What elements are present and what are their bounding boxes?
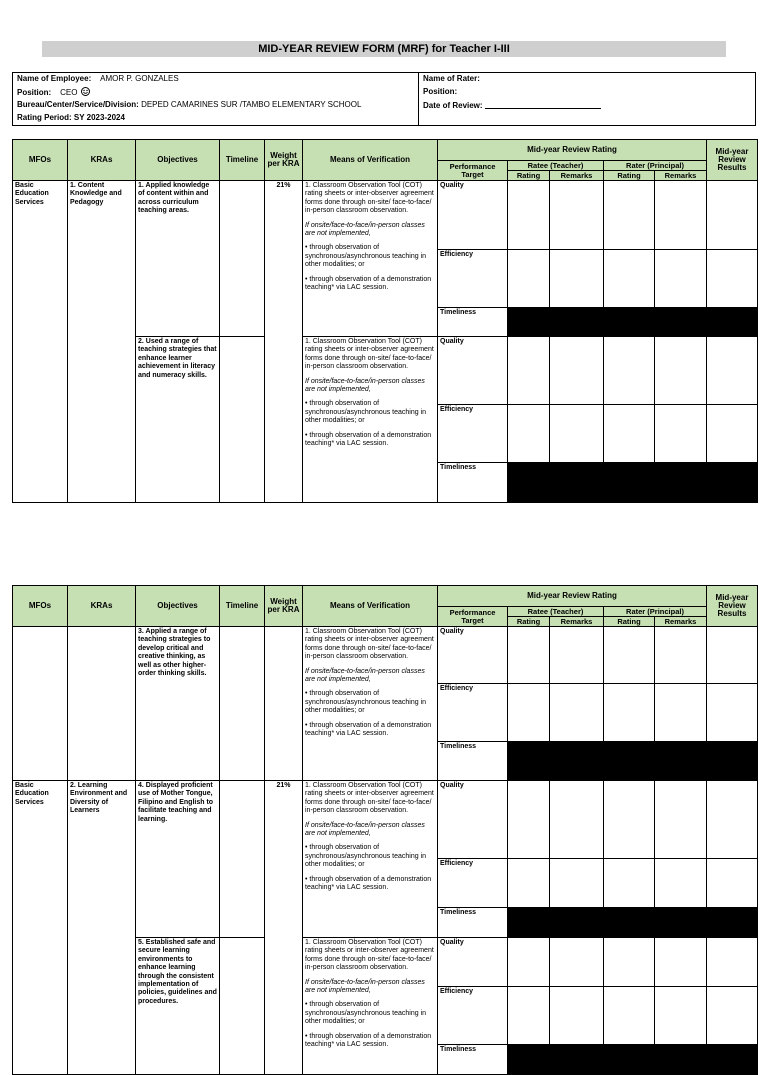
target-quality: Quality [438,781,508,859]
objective-cell: 2. Used a range of teaching strategies that enhance learner achievement in literacy and numeracy skills. [136,337,220,503]
mov-line: 1. Classroom Observation Tool (COT) rating sheets or inter-observer agreement forms done through on-site/ face-to-face/ in-person classroom observation. [305,338,434,371]
rating-period-value: SY 2023-2024 [73,113,125,122]
mov-line: If onsite/face-to-face/in-person classes are not implemented, [305,221,425,238]
target-quality: Quality [438,938,508,987]
mov-line: • through observation of a demonstration teaching* via LAC session. [305,431,432,448]
rater-remarks-cell[interactable] [655,337,707,405]
timeline-cell[interactable] [220,938,265,1075]
ratee-rating-header: Rating [508,171,550,181]
mov-cell [303,181,438,337]
mov-cell [303,781,438,938]
review-table-2 [12,585,758,1075]
bureau-row [17,100,361,109]
ratee-remarks-cell[interactable] [550,337,604,405]
ratee-rating-cell[interactable] [508,859,550,908]
info-divider [418,73,419,125]
target-efficiency: Efficiency [438,987,508,1045]
mov-line: • through observation of synchronous/asynchronous teaching in other modalities; or [305,844,427,869]
timeline-cell[interactable] [220,781,265,938]
timeliness-shaded-cell [508,908,758,938]
target-quality: Quality [438,181,508,250]
results-cell[interactable] [707,684,758,742]
ratee-rating-cell[interactable] [508,938,550,987]
ratee-rating-cell[interactable] [508,627,550,684]
employee-value: AMOR P. GONZALES [100,74,179,83]
mov-line: If onsite/face-to-face/in-person classes are not implemented, [305,667,425,684]
ratee-remarks-cell[interactable] [550,684,604,742]
objective-cell: 5. Established safe and secure learning environments to enhance learning through the consistent implementation of policies, guidelines and procedures. [136,938,220,1075]
mov-line: • through observation of a demonstration teaching* via LAC session. [305,721,432,738]
rater-rating-cell[interactable] [604,781,655,859]
mfo-cell [13,627,68,781]
target-efficiency: Efficiency [438,405,508,463]
target-quality: Quality [438,337,508,405]
mov-line: If onsite/face-to-face/in-person classes are not implemented, [305,377,425,394]
ratee-remarks-cell[interactable] [550,250,604,308]
rater-rating-header: Rating [604,171,655,181]
ratee-remarks-cell[interactable] [550,938,604,987]
mov-line: • through observation of a demonstration teaching* via LAC session. [305,1032,432,1049]
timeliness-shaded-cell [508,742,758,781]
mov-line: If onsite/face-to-face/in-person classes are not implemented, [305,978,425,995]
rater-header: Rater (Principal) [604,607,707,617]
target-timeliness: Timeliness [438,1045,508,1075]
weight-header: Weight per KRA [265,140,303,181]
ratee-remarks-header: Remarks [550,617,604,627]
mfo-cell: Basic Education Services [13,781,68,1075]
rater-remarks-cell[interactable] [655,684,707,742]
mfo-cell: Basic Education Services [13,181,68,503]
mid-year-results-header: Mid-year Review Results [707,586,758,627]
rater-header: Rater (Principal) [604,161,707,171]
mov-line: • through observation of a demonstration teaching* via LAC session. [305,275,432,292]
position-value: CEO [60,88,78,97]
rater-rating-cell[interactable] [604,250,655,308]
review-date-label: Date of Review: [423,101,483,110]
mid-year-rating-header: Mid-year Review Rating [438,586,707,607]
ratee-remarks-cell[interactable] [550,859,604,908]
mov-line: • through observation of synchronous/asynchronous teaching in other modalities; or [305,1001,427,1026]
rater-rating-cell[interactable] [604,337,655,405]
kras-header: KRAs [68,140,136,181]
mov-line: • through observation of synchronous/asynchronous teaching in other modalities; or [305,400,427,425]
rater-name-label: Name of Rater: [423,74,480,83]
kra-cell: 2. Learning Environment and Diversity of Learners [68,781,136,1075]
mid-year-rating-header: Mid-year Review Rating [438,140,707,161]
timeline-cell[interactable] [220,181,265,337]
rater-rating-cell[interactable] [604,684,655,742]
objectives-header: Objectives [136,140,220,181]
target-efficiency: Efficiency [438,684,508,742]
ratee-remarks-cell[interactable] [550,987,604,1045]
ratee-remarks-cell[interactable] [550,181,604,250]
rater-rating-cell[interactable] [604,627,655,684]
rater-remarks-header: Remarks [655,617,707,627]
bureau-value: DEPED CAMARINES SUR /TAMBO ELEMENTARY SCHOOL [141,100,362,109]
mov-line: • through observation of a demonstration teaching* via LAC session. [305,875,432,892]
position-row [17,87,91,97]
mov-line: If onsite/face-to-face/in-person classes are not implemented, [305,821,425,838]
ratee-rating-cell[interactable] [508,405,550,463]
rating-period-row [17,113,125,122]
ratee-rating-header: Rating [508,617,550,627]
review-date-row [423,100,601,110]
mid-year-results-header: Mid-year Review Results [707,140,758,181]
target-timeliness: Timeliness [438,308,508,337]
ratee-remarks-cell[interactable] [550,781,604,859]
employee-info-box [12,72,756,126]
smiley-icon [80,87,91,96]
mov-line: 1. Classroom Observation Tool (COT) rating sheets or inter-observer agreement forms done through on-site/ face-to-face/ in-person classroom observation. [305,182,434,215]
rater-remarks-header: Remarks [655,171,707,181]
rater-remarks-cell[interactable] [655,987,707,1045]
review-table-1 [12,139,758,503]
rater-remarks-cell[interactable] [655,781,707,859]
form-title: MID-YEAR REVIEW FORM (MRF) for Teacher I-III [42,41,726,57]
target-timeliness: Timeliness [438,742,508,781]
performance-target-header: Performance Target [438,161,508,181]
ratee-rating-cell[interactable] [508,250,550,308]
rater-remarks-cell[interactable] [655,627,707,684]
ratee-rating-cell[interactable] [508,337,550,405]
rater-rating-cell[interactable] [604,181,655,250]
rating-period-label: Rating Period: [17,113,72,122]
target-timeliness: Timeliness [438,908,508,938]
results-cell[interactable] [707,405,758,463]
objective-cell: 3. Applied a range of teaching strategies to develop critical and creative thinking, as well as other higher-order thinking skills. [136,627,220,781]
target-efficiency: Efficiency [438,859,508,908]
rater-rating-cell[interactable] [604,859,655,908]
bureau-label: Bureau/Center/Service/Division: [17,100,139,109]
target-timeliness: Timeliness [438,463,508,503]
weight-header: Weight per KRA [265,586,303,627]
results-cell[interactable] [707,250,758,308]
timeline-header: Timeline [220,140,265,181]
timeliness-shaded-cell [508,463,758,503]
mov-line: 1. Classroom Observation Tool (COT) rating sheets or inter-observer agreement forms done through on-site/ face-to-face/ in-person classroom observation. [305,939,434,972]
mfos-header: MFOs [13,586,68,627]
rater-rating-cell[interactable] [604,987,655,1045]
ratee-rating-cell[interactable] [508,781,550,859]
mov-header: Means of Verification [303,586,438,627]
kra-cell: 1. Content Knowledge and Pedagogy [68,181,136,503]
ratee-rating-cell[interactable] [508,684,550,742]
rater-rating-cell[interactable] [604,938,655,987]
ratee-remarks-header: Remarks [550,171,604,181]
weight-cell: 21% [265,781,303,1075]
objective-cell: 1. Applied knowledge of content within and across curriculum teaching areas. [136,181,220,337]
mov-line: • through observation of synchronous/asynchronous teaching in other modalities; or [305,690,427,715]
kra-cell [68,627,136,781]
rater-position-label: Position: [423,87,458,96]
ratee-rating-cell[interactable] [508,181,550,250]
timeliness-shaded-cell [508,308,758,337]
weight-cell [265,627,303,781]
rater-rating-cell[interactable] [604,405,655,463]
rater-remarks-cell[interactable] [655,181,707,250]
results-cell[interactable] [707,781,758,859]
results-cell[interactable] [707,181,758,250]
rater-remarks-cell[interactable] [655,859,707,908]
results-cell[interactable] [707,938,758,987]
target-efficiency: Efficiency [438,250,508,308]
results-cell[interactable] [707,859,758,908]
mov-cell [303,337,438,503]
ratee-rating-cell[interactable] [508,987,550,1045]
objective-cell: 4. Displayed proficient use of Mother Tongue, Filipino and English to facilitate teaching and learning. [136,781,220,938]
kras-header: KRAs [68,586,136,627]
mov-line: 1. Classroom Observation Tool (COT) rating sheets or inter-observer agreement forms done through on-site/ face-to-face/ in-person classroom observation. [305,628,434,661]
results-cell[interactable] [707,987,758,1045]
employee-label: Name of Employee: [17,74,92,83]
ratee-header: Ratee (Teacher) [508,607,604,617]
position-label: Position: [17,88,52,97]
review-date-blank [485,100,601,109]
mov-header: Means of Verification [303,140,438,181]
mov-cell [303,938,438,1075]
objectives-header: Objectives [136,586,220,627]
mov-line: • through observation of synchronous/asynchronous teaching in other modalities; or [305,244,427,269]
results-cell[interactable] [707,337,758,405]
timeline-cell[interactable] [220,337,265,503]
employee-name-row [17,74,179,83]
performance-target-header: Performance Target [438,607,508,627]
rater-rating-header: Rating [604,617,655,627]
timeliness-shaded-cell [508,1045,758,1075]
timeline-cell[interactable] [220,627,265,781]
results-cell[interactable] [707,627,758,684]
ratee-remarks-cell[interactable] [550,405,604,463]
ratee-header: Ratee (Teacher) [508,161,604,171]
timeline-header: Timeline [220,586,265,627]
rater-remarks-cell[interactable] [655,938,707,987]
mfos-header: MFOs [13,140,68,181]
rater-remarks-cell[interactable] [655,405,707,463]
target-quality: Quality [438,627,508,684]
mov-line: 1. Classroom Observation Tool (COT) rating sheets or inter-observer agreement forms done through on-site/ face-to-face/ in-person classroom observation. [305,782,434,815]
weight-cell: 21% [265,181,303,503]
rater-remarks-cell[interactable] [655,250,707,308]
ratee-remarks-cell[interactable] [550,627,604,684]
mov-cell [303,627,438,781]
